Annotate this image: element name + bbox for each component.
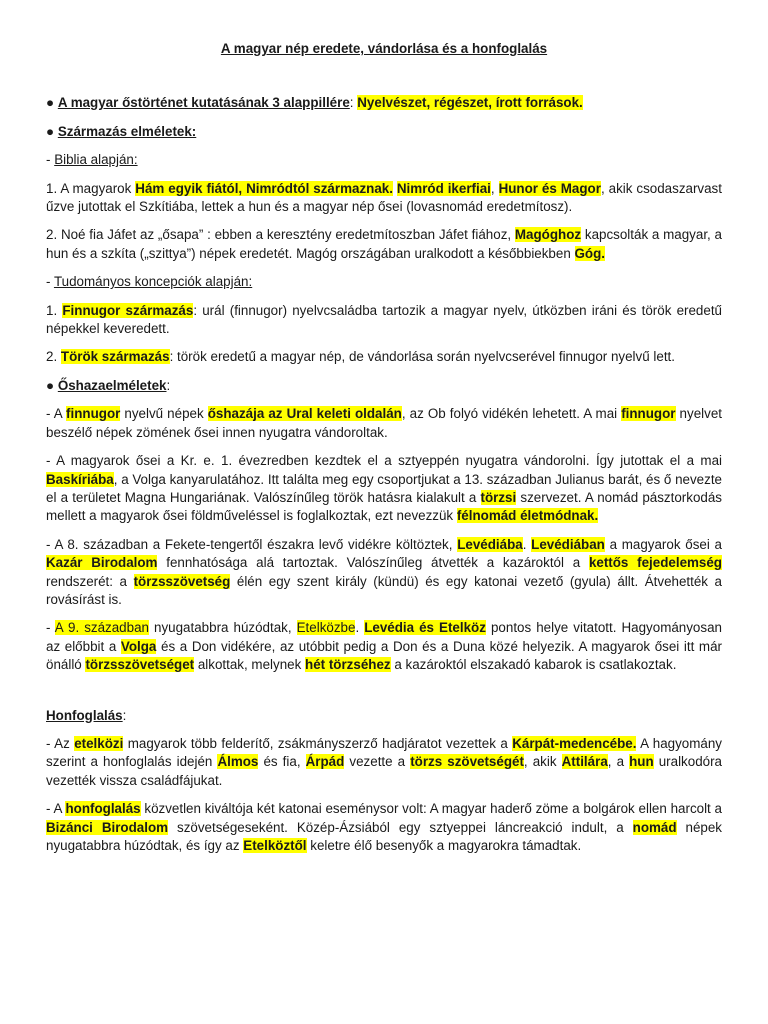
spacer [46,685,722,707]
text-run: , a Volga kanyarulatához. Itt találta meg egy csoportjukat a 13. században Julianus barát, és ő nevezte el a területet Magna Hungariának. Valószínűleg török hatásra kialakult a [46,471,722,505]
bullet: ● [46,377,58,393]
bullet: ● [46,123,58,139]
paragraph-bible-2 [46,226,722,263]
text-run: , [490,180,499,196]
colon: : [166,377,171,393]
highlight: félnomád életmódnak. [456,508,599,524]
highlight: nomád [632,819,677,835]
paragraph-homeland-1 [46,405,722,442]
highlight: Finnugor származás [62,302,194,318]
text-run: , akik [523,754,562,770]
text-run: , akik csodaszarvast űzve jutottak el Szkítiába, lettek a hun és a magyar nép ősei (lovasnomád eredetmítosz). [46,180,722,215]
highlight: törzs szövetségét [410,754,524,770]
text-run: magyarok több felderítő, zsákmányszerző hadjáratot vezettek a [123,735,513,751]
text-run: a kazároktól elszakadó kabarok is csatlakoztak. [390,657,677,673]
highlight: Etelköztől [243,838,307,853]
text-run: 2. Noé fia Jáfet az „ősapa” : ebben a keresztény eredetmítoszban Jáfet fiához, [46,227,515,243]
paragraph-conquest-2 [46,800,722,855]
highlight: Bizánci Birodalom [46,819,169,835]
highlight: Magóghoz [514,227,582,243]
text-run: - Az [46,735,75,751]
text-run: - A 8. században a Fekete-tengertől északra levő vidékre költöztek, [46,536,458,552]
paragraph-bible-1 [46,180,722,217]
pillars-value: Nyelvészet, régészet, írott források. [357,95,583,111]
paragraph-science-2 [46,348,722,366]
highlight: törzsszövetséget [85,657,195,673]
highlight: Etelközbe [296,620,356,636]
highlight: finnugor [66,406,121,422]
text-run: és fia, [258,754,306,770]
paragraph-conquest-heading [46,707,722,725]
text-run: fennhatósága alá tartoztak. Valószínűleg átvették a kazároktól a [157,555,589,571]
highlight: őshazája az Ural keleti oldalán [207,406,402,422]
highlight: Árpád [305,754,345,770]
highlight: Levédiában [531,536,605,552]
highlight: Góg. [574,245,605,261]
paragraph-homeland-4 [46,619,722,674]
highlight: hun [629,754,654,770]
highlight: Hám egyik fiától, Nimródtól származnak. [135,180,393,196]
text-run: 1. [46,302,63,318]
paragraph-bible-basis [46,151,722,169]
highlight: Álmos [217,754,259,770]
text-run: pontos helye vitatott. Hagyományosan az előbbit a [46,620,722,654]
pillars-label: A magyar őstörténet kutatásának 3 alappillére [57,95,350,111]
text-run: nyelvet beszélő népek zömének ősei innen nyugatra vándoroltak. [46,406,722,440]
text-run: , a [607,754,630,770]
text-run: nyelvű népek [120,406,208,422]
highlight: Nimród ikerfiai [396,180,491,196]
text-run: - [46,620,55,636]
highlight: Baskíriába [46,471,114,487]
bullet: ● [46,95,58,111]
paragraph-science-basis [46,273,722,291]
paragraph-homeland-3 [46,536,722,610]
highlight: törzsszövetség [133,573,231,589]
highlight: törzsi [480,489,517,505]
homeland-theories-heading: Őshazaelméletek [57,377,167,393]
highlight: Török származás [60,349,170,365]
text-run: - A [46,801,66,817]
text-run: A hagyomány szerint a honfoglalás idején [46,735,722,770]
text-run: uralkodóra vezették vissza családfájukat. [46,754,722,788]
text-run: 1. A magyarok [46,180,136,196]
highlight: Kárpát-medencébe. [512,735,637,751]
highlight: Hunor és Magor [498,180,601,196]
text-run: , az Ob folyó vidékén lehetett. A mai [401,406,622,422]
highlight: hét törzséhez [305,657,391,673]
text-run: élén egy szent király (kündü) és egy katonai vezető (gyula) állt. Átvehették a rovásírást is. [46,573,723,607]
document-page [46,40,722,865]
text-run: szervezet. A nomád pásztorkodás mellett a magyarok ősei földműveléssel is foglalkoztak, ezt nevezzük [46,489,722,524]
origin-theories-heading: Származás elméletek: [57,123,197,139]
paragraph-origin-theories [46,123,722,141]
highlight: Levédia és Etelköz [364,620,486,636]
highlight: Kazár Birodalom [46,555,158,571]
text-run: : török eredetű a magyar nép, de vándorlása során nyelvcserével finnugor nyelvű lett. [169,349,675,365]
paragraph-homeland-2 [46,452,722,526]
text-run: . [355,620,365,636]
text-run: keletre élő besenyők a magyarokra támadtak. [306,838,582,853]
text-run: a magyarok ősei a [604,536,722,552]
highlight: etelközi [74,735,124,751]
bible-basis-label: Biblia alapján: [54,152,138,168]
colon: : [349,95,358,111]
text-run: : urál (finnugor) nyelvcsaládba tartozik a magyar nyelv, útközben iráni és török eredetű népekkel keveredett. [46,302,722,337]
highlight: kettős fejedelemség [588,555,722,571]
science-basis-label: Tudományos koncepciók alapján: [53,274,253,290]
text-run: kapcsolták a magyar, a hun és a szkíta („szittya”) népek eredetét. Magóg országában uralkodott a későbbiekben [46,227,722,261]
paragraph-conquest-1 [46,735,722,790]
text-run: népek nyugatabbra húzódtak, és így az [46,819,722,853]
highlight: Attilára [561,754,608,770]
dash: - [46,152,55,168]
text-run: közvetlen kiváltója két katonai eseménysor volt: A magyar haderő zöme a bolgárok ellen harcolt a [140,801,722,817]
text-run: . [522,536,532,552]
highlight: Volga [120,638,157,654]
paragraph-pillars [46,94,722,112]
text-run: rendszerét: a [46,573,134,589]
text-run: nyugatabbra húzódtak, [148,620,297,636]
highlight: Levédiába [457,536,523,552]
page-title: A magyar nép eredete, vándorlása és a honfoglalás [220,41,548,56]
text-run: 2. [46,349,61,365]
text-run: szövetségeseként. Közép-Ázsiából egy sztyeppei láncreakció indult, a [168,819,633,835]
text-run: vezette a [344,754,411,770]
dash: - [46,274,54,290]
paragraph-science-1 [46,302,722,339]
text-run: - A magyarok ősei a Kr. e. 1. évezredben kezdtek el a sztyeppén nyugatra vándorolni. Így jutottak el a mai [46,453,722,469]
highlight: honfoglalás [65,801,141,817]
conquest-heading: Honfoglalás [46,707,123,723]
highlight: A 9. században [54,620,149,636]
highlight: finnugor [621,406,676,422]
text-run: alkottak, melynek [194,657,306,673]
text-run: - A [46,406,67,422]
text-run: és a Don vidékére, az utóbbit pedig a Don és a Duna közé helyezik. A magyarok ősei itt már önálló [46,638,722,673]
paragraph-homeland-theories [46,377,722,395]
colon: : [122,707,127,723]
